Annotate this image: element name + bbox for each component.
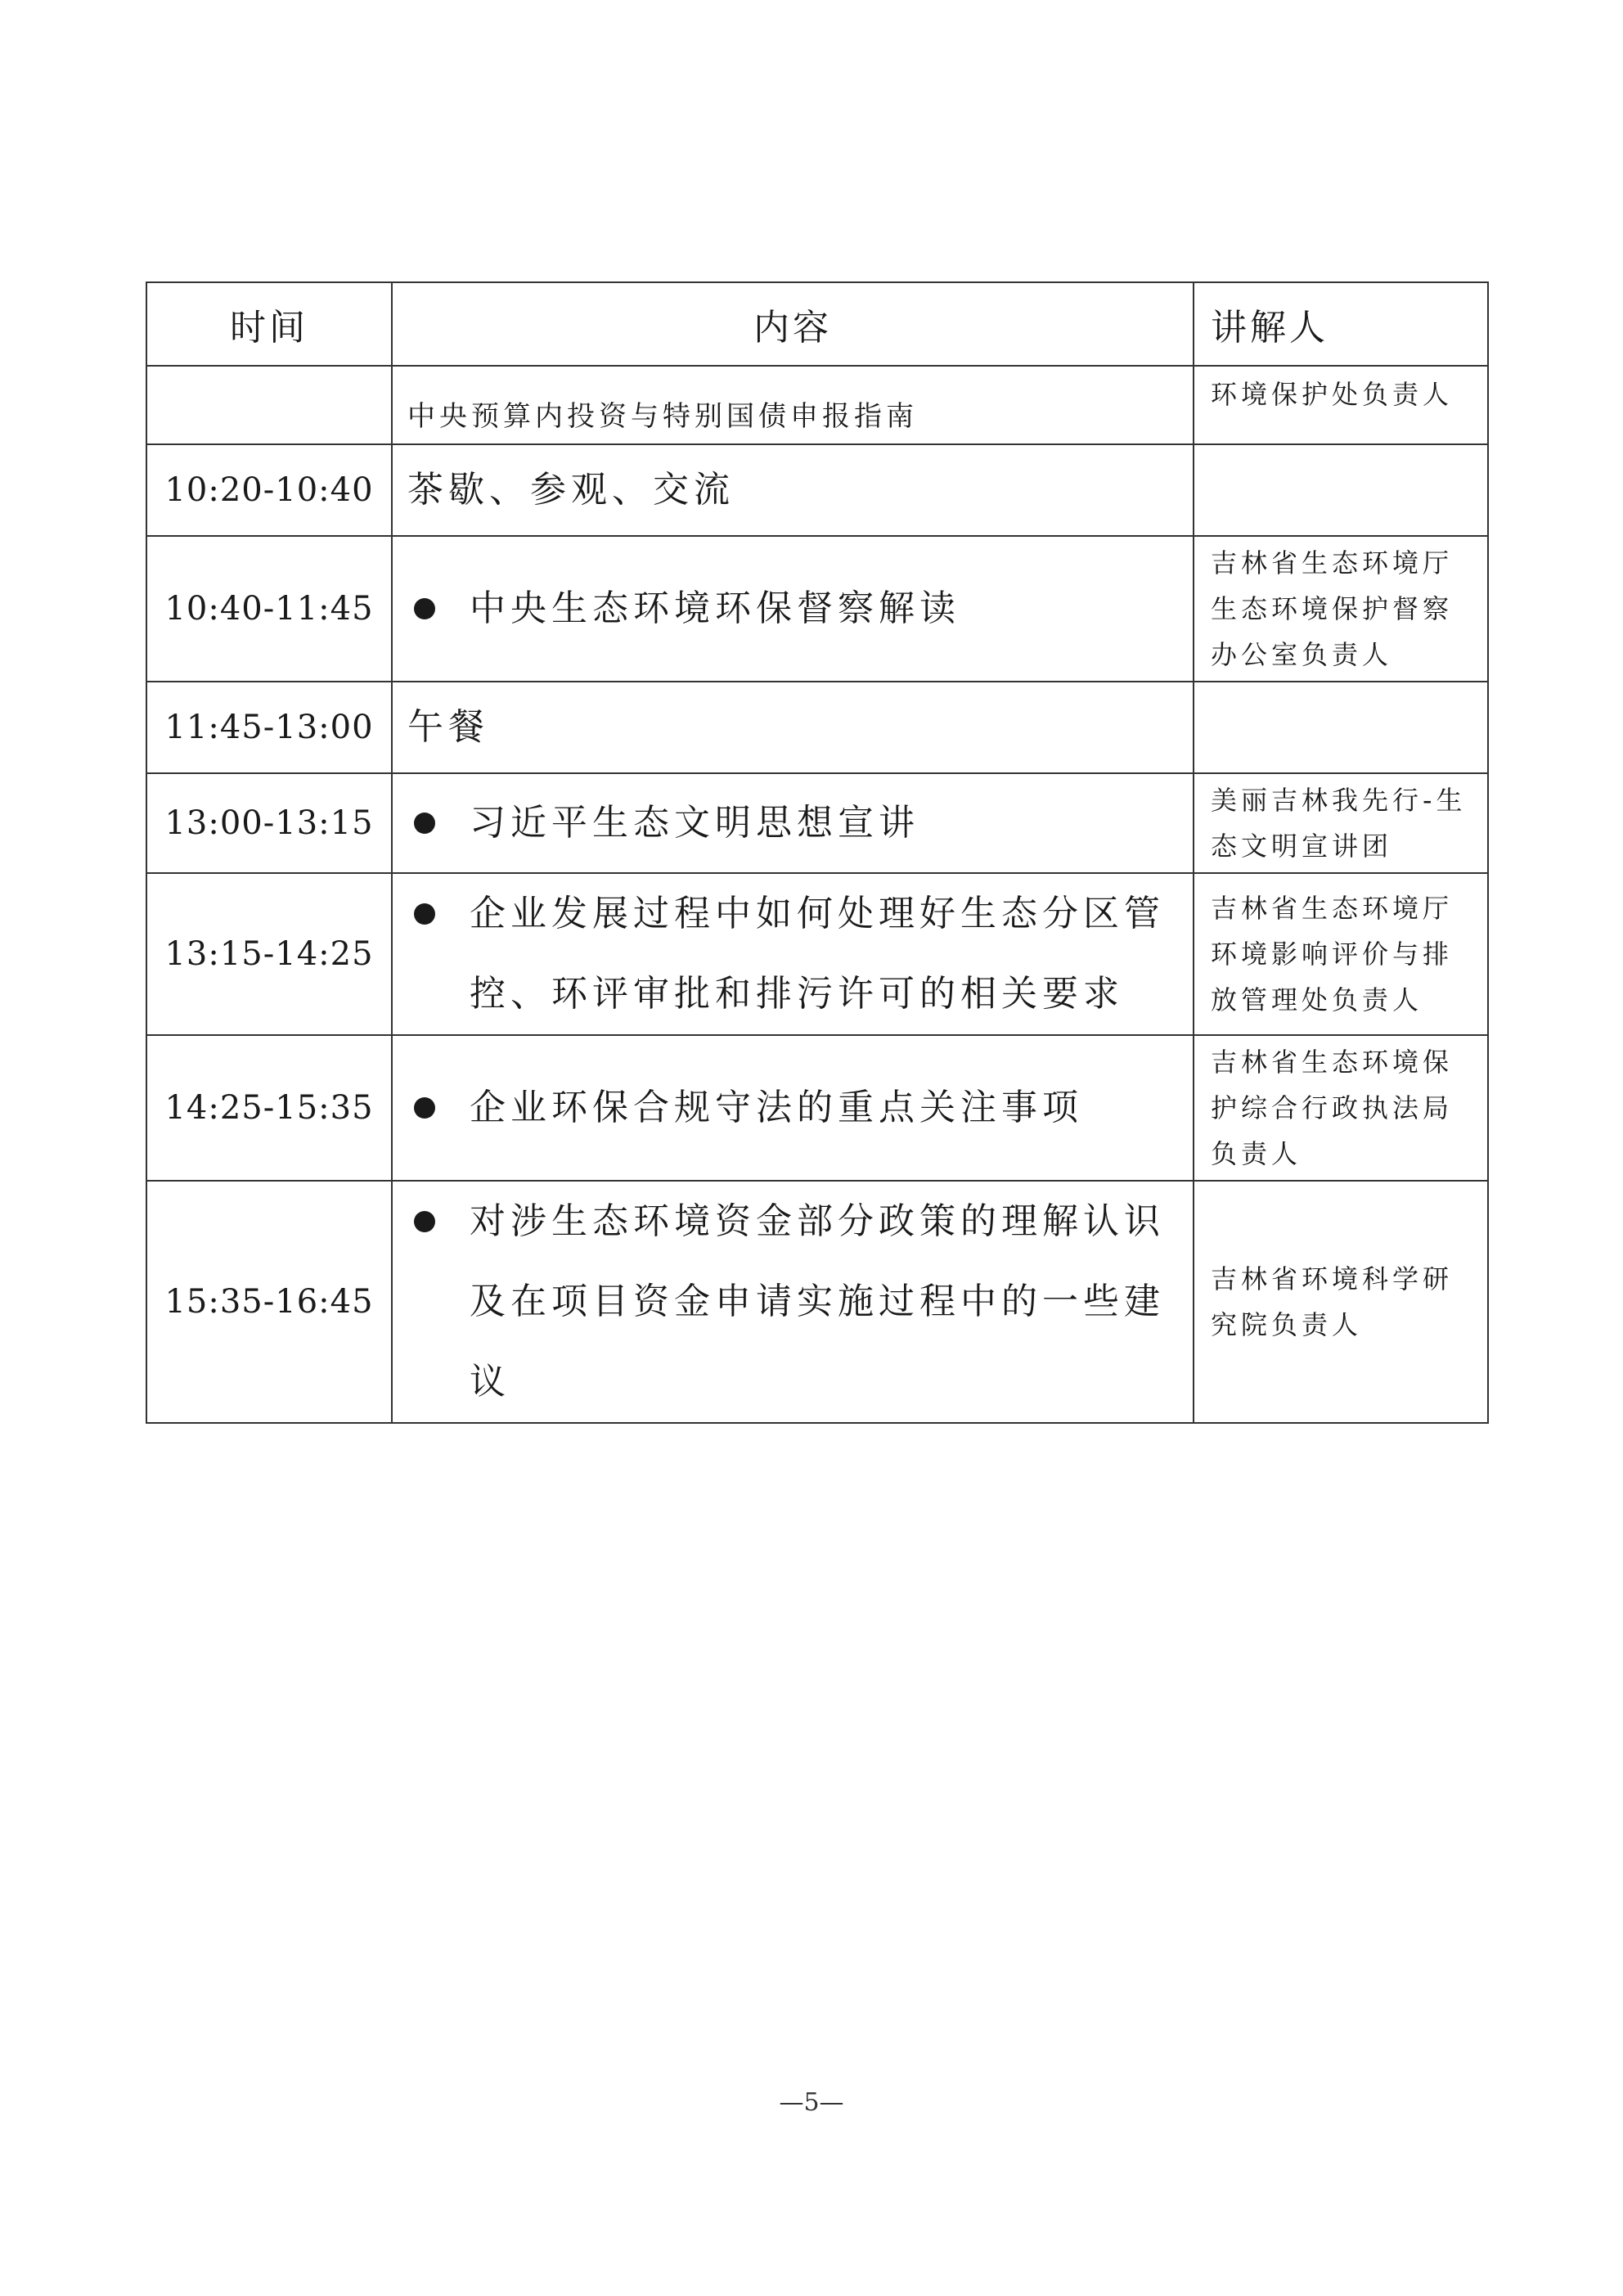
row-speaker: 美丽吉林我先行-生态文明宣讲团 (1194, 773, 1488, 873)
row-time: 15:35-16:45 (146, 1181, 392, 1423)
table-header-row (146, 282, 1488, 366)
table-row (146, 1035, 1488, 1181)
bullet-icon (414, 1211, 435, 1232)
row-content (392, 536, 1194, 682)
row-speaker: 吉林省生态环境保护综合行政执法局负责人 (1194, 1035, 1488, 1181)
table-row (146, 444, 1488, 536)
row-speaker: 吉林省生态环境厅环境影响评价与排放管理处负责人 (1194, 873, 1488, 1035)
row-time: 10:40-11:45 (146, 536, 392, 682)
row-time: 10:20-10:40 (146, 444, 392, 536)
row-content-text: 中央生态环境环保督察解读 (470, 588, 960, 629)
row-content: 茶歇、参观、交流 (392, 444, 1194, 536)
row-content (392, 366, 1194, 444)
row-content: 午餐 (392, 682, 1194, 773)
row-content (392, 1181, 1194, 1423)
table-row (146, 682, 1488, 773)
table-row (146, 536, 1488, 682)
row-content-text: 中央预算内投资与特别国债申报指南 (407, 399, 918, 433)
bullet-icon (414, 813, 435, 834)
row-content (392, 773, 1194, 873)
row-content-text: 习近平生态文明思想宣讲 (470, 802, 919, 844)
row-time: 11:45-13:00 (146, 682, 392, 773)
page-number: —5— (779, 2088, 844, 2117)
table-row (146, 1181, 1488, 1423)
header-speaker: 讲解人 (1194, 282, 1488, 366)
row-time: 13:00-13:15 (146, 773, 392, 873)
row-content-text: 企业环保合规守法的重点关注事项 (470, 1087, 1083, 1128)
bullet-icon (414, 598, 435, 619)
row-content (392, 873, 1194, 1035)
row-speaker: 吉林省环境科学研究院负责人 (1194, 1181, 1488, 1423)
row-time: 13:15-14:25 (146, 873, 392, 1035)
table-row (146, 366, 1488, 444)
row-speaker (1194, 682, 1488, 773)
schedule-table (146, 281, 1489, 1424)
table-row (146, 773, 1488, 873)
bullet-icon (414, 903, 435, 925)
row-content-text: 对涉生态环境资金部分政策的理解认识及在项目资金申请实施过程中的一些建议 (470, 1200, 1165, 1402)
table-row (146, 873, 1488, 1035)
row-speaker (1194, 444, 1488, 536)
row-time: 14:25-15:35 (146, 1035, 392, 1181)
header-time: 时间 (146, 282, 392, 366)
row-content-text: 企业发展过程中如何处理好生态分区管控、环评审批和排污许可的相关要求 (470, 893, 1165, 1015)
row-content (392, 1035, 1194, 1181)
row-speaker: 环境保护处负责人 (1194, 366, 1488, 444)
bullet-icon (414, 1097, 435, 1119)
row-speaker: 吉林省生态环境厅生态环境保护督察办公室负责人 (1194, 536, 1488, 682)
row-time (146, 366, 392, 444)
header-content: 内容 (392, 282, 1194, 366)
